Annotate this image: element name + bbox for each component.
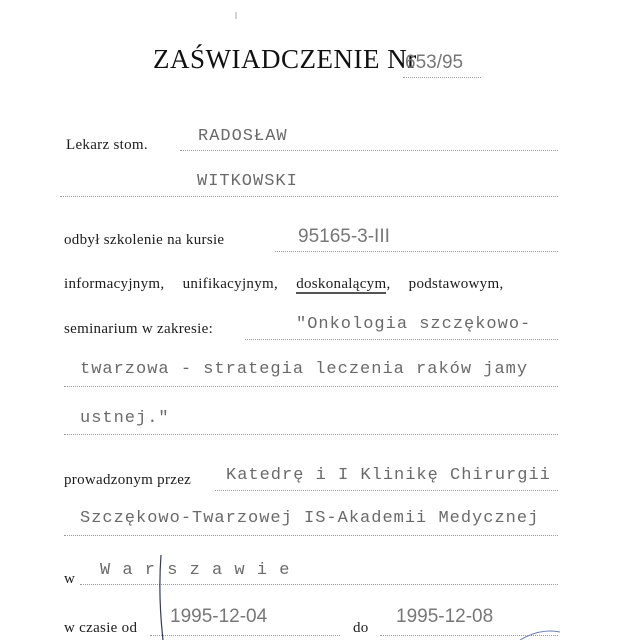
from-date: 1995-12-04	[170, 606, 268, 627]
certificate-title: ZAŚWIADCZENIE Nr	[153, 44, 417, 74]
from-label: w czasie od	[64, 620, 138, 636]
comma: ,	[386, 276, 391, 292]
topic-line-3: ustnej."	[80, 409, 170, 428]
doctor-label: Lekarz stom.	[66, 137, 148, 153]
first-name: RADOSŁAW	[198, 127, 288, 146]
topic-line-2: twarzowa - strategia leczenia raków jamy	[80, 360, 529, 379]
topic-label: seminarium w zakresie:	[64, 321, 214, 337]
last-name: WITKOWSKI	[197, 172, 298, 191]
course-number: 95165-3-III	[298, 226, 390, 247]
organizer-line-2: Szczękowo-Twarzowej IS-Akademii Medycznej	[80, 509, 540, 528]
pen-stroke	[160, 555, 163, 640]
course-type: unifikacyjnym,	[182, 276, 279, 292]
organizer-label: prowadzonym przez	[64, 472, 192, 488]
course-type: informacyjnym,	[64, 276, 165, 292]
place-label: w	[64, 571, 76, 587]
course-label: odbył szkolenie na kursie	[64, 232, 225, 248]
to-label: do	[353, 620, 369, 636]
topic-line-1: "Onkologia szczękowo-	[296, 315, 532, 334]
place-value: W a r s z a w i e	[100, 561, 291, 580]
signature-stroke	[520, 631, 560, 640]
course-type: podstawowym,	[408, 276, 504, 292]
to-date: 1995-12-08	[396, 606, 494, 627]
organizer-line-1: Katedrę i I Klinikę Chirurgii	[226, 466, 551, 485]
certificate-number: 653/95	[405, 52, 464, 73]
course-type-selected: doskonalącym	[296, 276, 387, 292]
